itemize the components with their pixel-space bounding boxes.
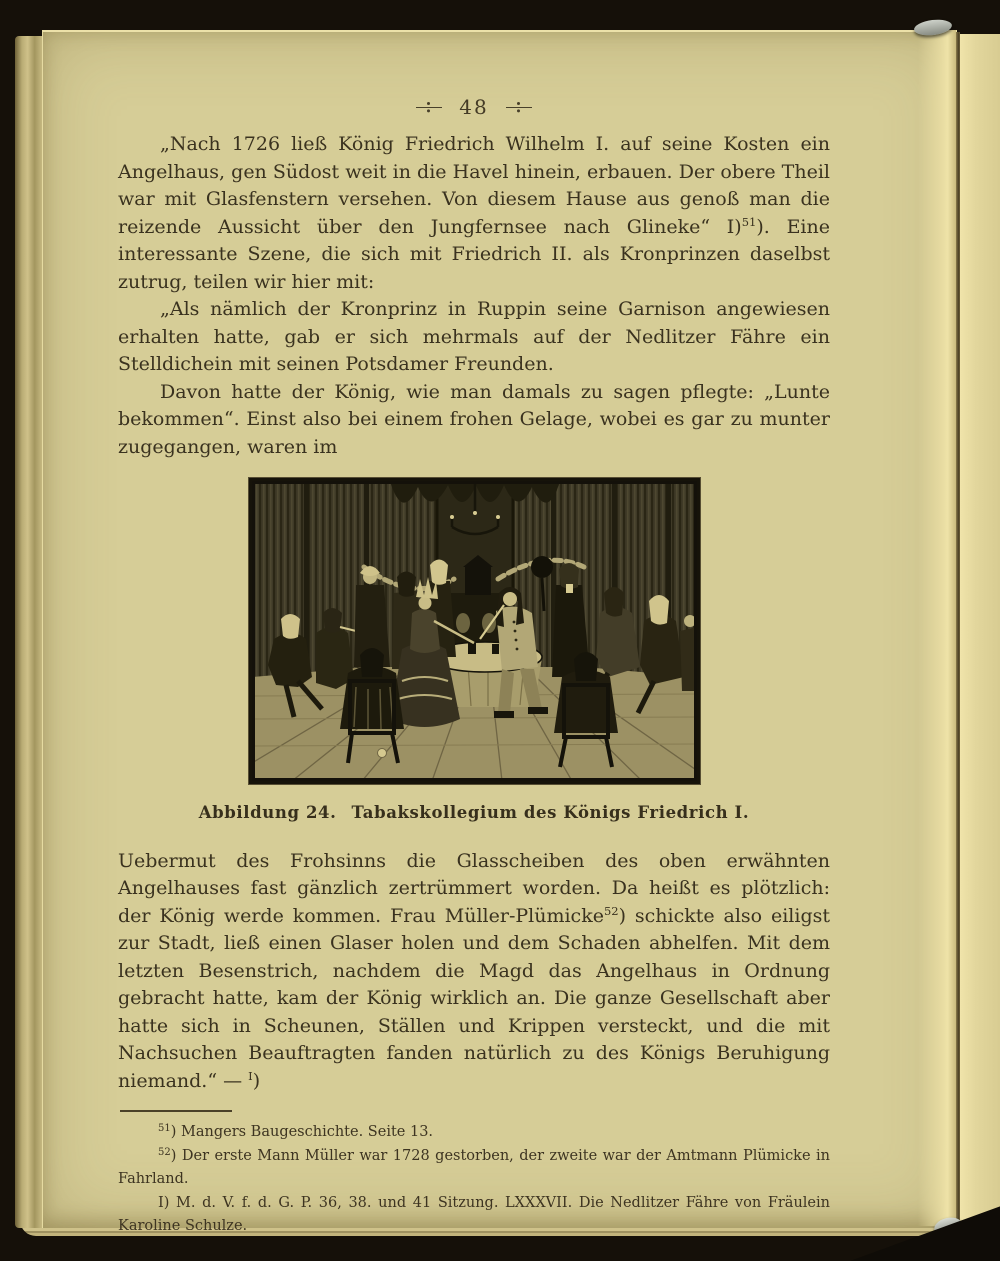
header-ornament-left-icon: [416, 102, 442, 113]
footnote-ref-52: 52: [603, 903, 619, 918]
page-content: [118, 96, 830, 1239]
footnote-51: [118, 1121, 830, 1145]
footnotes: [118, 1121, 830, 1239]
engraving-illustration: [249, 478, 700, 784]
footnote-51-marker: 51: [158, 1123, 171, 1134]
figure-tabakskollegium: [118, 478, 830, 823]
header-ornament-right-icon: [506, 102, 532, 113]
footnote-52-text: ) Der erste Mann Müller war 1728 gestorben, der zweite war der Amtmann Plümicke in Fahrland.: [118, 1147, 830, 1187]
footnote-52-marker: 52: [158, 1146, 171, 1158]
paragraph-3: Davon hatte der König, wie man damals zu sagen pflegte: „Lunte bekommen“. Einst also bei einem frohen Gelage, wobei es gar zu munter zugegangen, waren im: [118, 380, 830, 458]
paragraph-4-text: Uebermut des Frohsinns die Glasscheiben des oben erwähnten Angelhauses fast gänzlich zertrümmert worden. Da heißt es plötzlich: der König werde kommen. Frau Müller-Plümicke: [118, 849, 830, 927]
figure-caption-label: Abbildung 24.: [198, 802, 337, 822]
gutter-highlight: [918, 30, 956, 1226]
footnote-I: I) M. d. V. f. d. G. P. 36, 38. und 41 Sitzung. LXXXVII. Die Nedlitzer Fähre von Fräulein Karoline Schulze.: [118, 1194, 830, 1234]
page-number: 48: [459, 95, 489, 119]
footnote-52: [118, 1145, 830, 1192]
adjacent-page-edge: [960, 34, 1000, 1224]
paragraph-2: „Als nämlich der Kronprinz in Ruppin seine Garnison angewiesen erhalten hatte, gab er sich mehrmals auf der Nedlitzer Fähre ein Stelldichein mit seinen Potsdamer Freunden.: [118, 298, 830, 375]
paragraph-1-text: „Nach 1726 ließ König Friedrich Wilhelm I. auf seine Kosten ein Angelhaus, gen Südost weit in die Havel hinein, erbauen. Der obere Theil war mit Glasfenstern versehen. Von diesem Hause aus genoß man die reizende Aussicht über den Jungfernsee nach Glineke“ I): [118, 133, 830, 238]
paragraph-4-end: ): [252, 1069, 261, 1092]
paragraph-1-text-cont: ). Eine interessante Szene, die sich mit Friedrich II. als Kronprinzen daselbst zutrug, teilen wir hier mit:: [118, 215, 830, 293]
footnote-ref-I: I: [248, 1068, 253, 1083]
page-stack-edge-left: [15, 36, 43, 1228]
footnote-ref-51: 51: [741, 214, 757, 229]
tabakskollegium-engraving-image: [252, 481, 697, 781]
figure-caption-text: Tabakskollegium des Königs Friedrich I.: [351, 802, 750, 822]
footnote-51-text: ) Mangers Baugeschichte. Seite 13.: [170, 1124, 434, 1140]
page-header: [118, 96, 830, 118]
footnote-separator: [120, 1110, 232, 1112]
paragraph-1: [118, 131, 830, 296]
paragraph-4-text-cont: ) schickte also eiligst zur Stadt, ließ einen Glaser holen und dem Schaden abhelfen. Mit dem letzten Besenstrich, nachdem die Magd das Angelhaus in Ordnung gebracht hatte, kam der König wirklich an. Die ganze Gesellschaft aber hatte sich in Scheunen, Ställen und Krippen versteckt, und die mit Nachsuchen Beauftragten fanden natürlich zu des Königs Beruhigung niemand.“ —: [118, 904, 830, 1092]
figure-caption: [118, 803, 830, 823]
paragraph-4: [118, 848, 830, 1096]
